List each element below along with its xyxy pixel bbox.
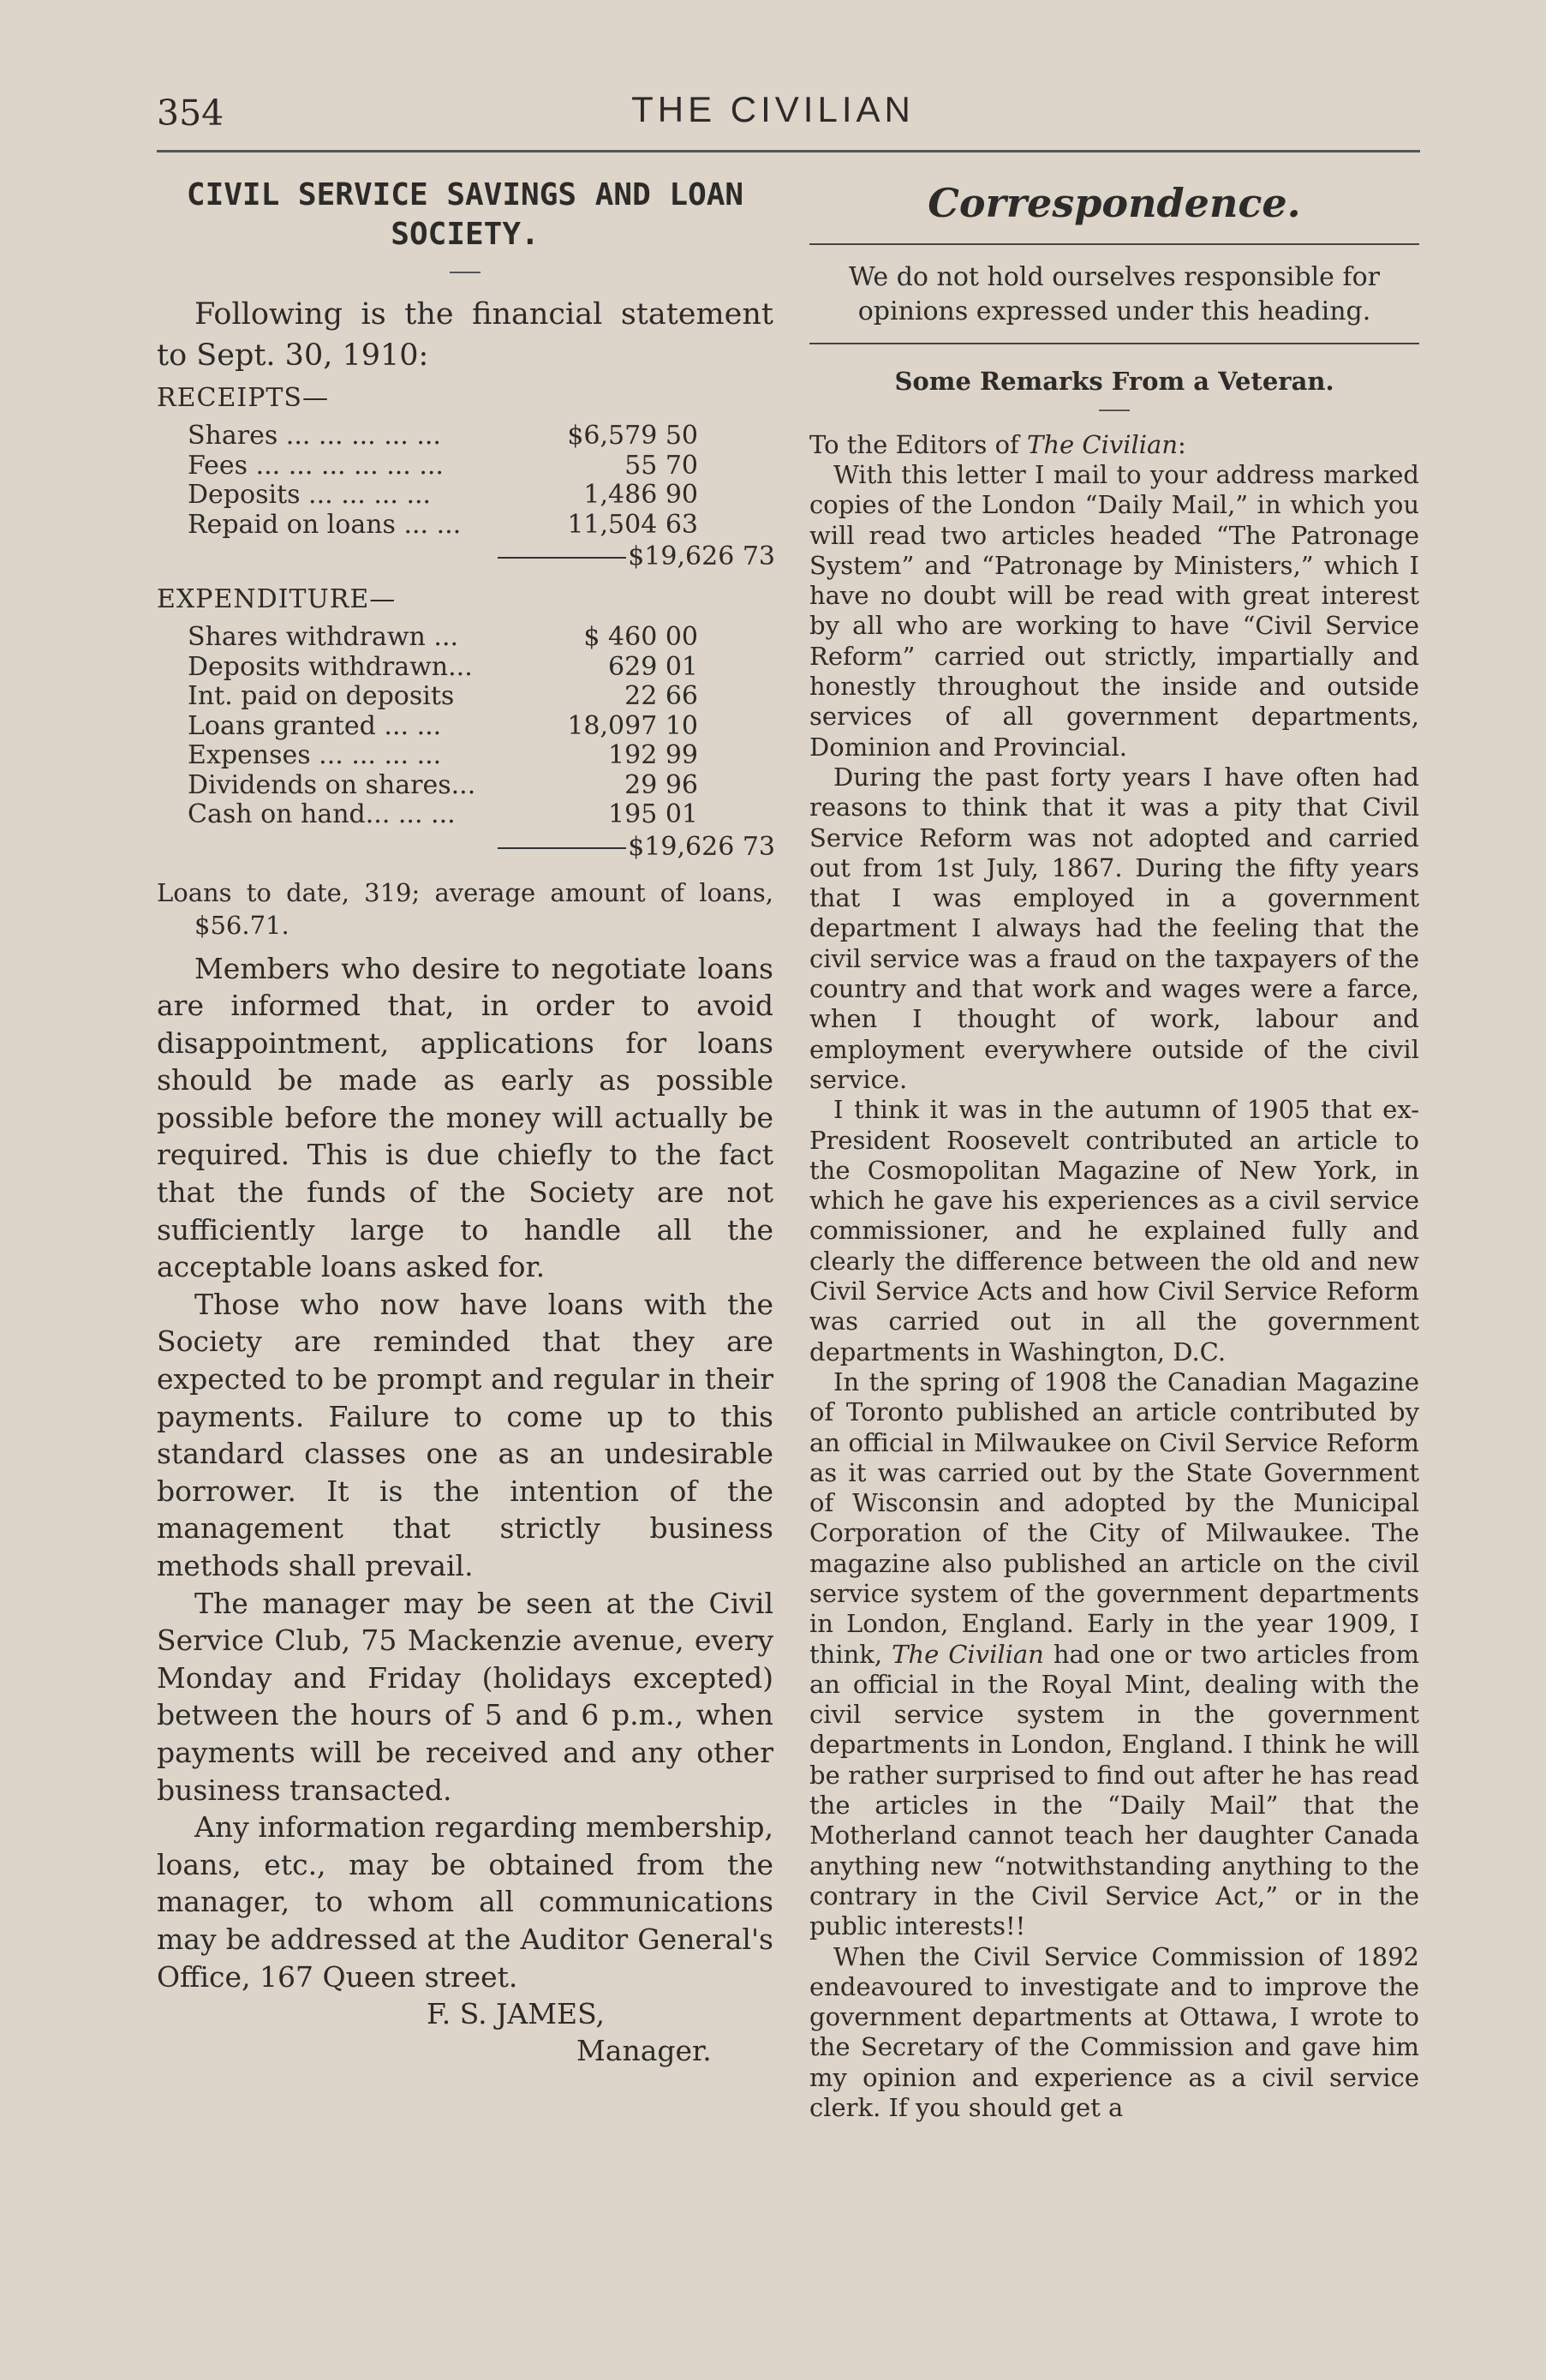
row-amount: 629 01 <box>608 651 698 682</box>
row-label: Repaid on loans ... ... <box>188 509 462 540</box>
body-paragraph: Any information regarding membership, loans, etc., may be obtained from the manager, to whom all communications may be addressed at the Auditor General's Office, 167 Queen street. <box>157 1810 773 1994</box>
row-amount: 1,486 90 <box>583 480 698 510</box>
article-title: CIVIL SERVICE SAVINGS AND LOAN SOCIETY. <box>186 177 744 252</box>
expenditure-table <box>157 623 773 830</box>
row-amount: $ 460 00 <box>583 622 698 652</box>
expenditure-row <box>188 682 698 712</box>
expenditure-row <box>188 623 698 653</box>
letter-paragraph: I think it was in the autumn of 1905 that ex-President Roosevelt contributed an article to the Cosmopolitan Magazine of New York, in which he gave his experiences as a civil service commissioner, and he explained fully and clearly the difference between the old and new Civil Service Acts and how Civil Service Reform was carried out in all the government departments in Washington, D.C. <box>809 1095 1419 1366</box>
receipts-total <box>157 540 775 574</box>
row-amount: 192 99 <box>608 740 698 770</box>
row-label: Cash on hand... ... ... <box>188 799 456 829</box>
letter-subheading: Some Remarks From a Veteran. <box>894 367 1334 396</box>
salutation <box>809 430 1419 460</box>
letter-paragraph: With this letter I mail to your address marked copies of the London “Daily Mail,” in which you will read two articles headed “The Patronage System” and “Patronage by Ministers,” which I have no doubt will be read with great interest by all who are working to have “Civil Service Reform” carried out strictly, impartially and honestly throughout the inside and outside services of all government departments, Dominion and Provincial. <box>809 460 1419 762</box>
expenditure-row <box>188 771 698 801</box>
signature <box>157 1995 773 2069</box>
title-divider <box>450 272 481 273</box>
row-label: Loans granted ... ... <box>188 710 442 741</box>
running-title: THE CIVILIAN <box>631 89 915 129</box>
row-label: Deposits withdrawn... <box>188 651 473 682</box>
expenditure-row <box>188 653 698 683</box>
row-amount: 55 70 <box>624 450 698 481</box>
disclaimer: We do not hold ourselves responsible for opinions expressed under this heading. <box>849 262 1380 326</box>
expenditure-total <box>157 830 775 864</box>
lead-paragraph: Following is the financial statement to Sept. 30, 1910: <box>157 297 773 373</box>
receipts-row <box>188 481 698 511</box>
receipts-table <box>157 422 773 540</box>
letter-paragraph <box>809 1367 1419 1942</box>
row-amount: 22 66 <box>624 681 698 711</box>
row-amount: 195 01 <box>608 799 698 829</box>
row-label: Int. paid on deposits <box>188 681 455 711</box>
letter-paragraph: When the Civil Service Commission of 1892 endeavoured to investigate and to improve the government departments at Ottawa, I wrote to the Secretary of the Commission and gave him my opinion and experience as a civil service clerk. If you should get a <box>809 1941 1419 2123</box>
row-label: Fees ... ... ... ... ... ... <box>188 450 444 481</box>
disclaimer-rule <box>809 343 1419 344</box>
row-amount: 29 96 <box>624 769 698 800</box>
right-column <box>809 176 1419 2123</box>
receipts-total-value: $19,626 73 <box>628 541 775 571</box>
publication-name: The Civilian <box>1026 430 1179 459</box>
row-label: Shares ... ... ... ... ... <box>188 421 441 451</box>
salutation-prefix: To the Editors of <box>809 430 1027 459</box>
total-rule <box>498 847 626 849</box>
receipts-row <box>188 451 698 481</box>
receipts-row <box>188 511 698 541</box>
row-amount: 18,097 10 <box>567 710 698 741</box>
publication-name: The Civilian <box>892 1639 1044 1669</box>
salutation-suffix: : <box>1178 430 1186 459</box>
total-rule <box>498 557 626 559</box>
body-paragraph: Those who now have loans with the Society are reminded that they are expected to be prompt and regular in their payments. Failure to come up to this standard classes one as an undesirable borrower. It is the intention of the management that strictly business methods shall prevail. <box>157 1287 773 1582</box>
subheading-divider <box>1099 410 1130 411</box>
correspondence-heading: Correspondence. <box>928 180 1301 226</box>
row-label: Expenses ... ... ... ... <box>188 740 442 770</box>
left-column <box>157 176 773 2069</box>
expenditure-row <box>188 741 698 771</box>
heading-rule <box>809 243 1419 245</box>
header-rule <box>157 150 1420 152</box>
page-number: 354 <box>157 93 224 134</box>
letter-paragraph: During the past forty years I have often had reasons to think that it was a pity that Civil Service Reform was not adopted and carried out from 1st July, 1867. During the fifty years that I was employed in a government department I always had the feeling that the civil service was a fraud on the taxpayers of the country and that work and wages were a farce, when I thought of work, labour and employment everywhere outside of the civil service. <box>809 762 1419 1094</box>
expenditure-label: EXPENDITURE— <box>157 584 397 614</box>
row-label: Shares withdrawn ... <box>188 622 459 652</box>
expenditure-row <box>188 712 698 742</box>
row-label: Deposits ... ... ... ... <box>188 480 432 510</box>
expenditure-total-value: $19,626 73 <box>628 831 775 862</box>
paragraph-text: In the spring of 1908 the Canadian Magazine of Toronto published an article contributed by an official in Milwaukee on Civil Service Reform as it was carried out by the State Government of Wisconsin and adopted by the Municipal Corporation of the City of Milwaukee. The magazine also published an article on the civil service system of the government departments in London, England. Early in the year 1909, I think, <box>809 1366 1419 1669</box>
row-amount: $6,579 50 <box>567 421 698 451</box>
body-paragraph: Members who desire to negotiate loans are informed that, in order to avoid disappointment, applications for loans should be made as early as possible possible before the money will actually be required. This is due chiefly to the fact that the funds of the Society are not sufficiently large to handle all the acceptable loans asked for. <box>157 951 773 1284</box>
body-paragraph: The manager may be seen at the Civil Service Club, 75 Mackenzie avenue, every Monday and Friday (holidays excepted) between the hours of 5 and 6 p.m., when payments will be received and any other business transacted. <box>157 1586 773 1807</box>
loans-note: Loans to date, 319; average amount of loans, $56.71. <box>157 877 773 940</box>
row-amount: 11,504 63 <box>567 509 698 540</box>
receipts-label: RECEIPTS— <box>157 383 329 413</box>
paragraph-text: had one or two articles from an official in the Royal Mint, dealing with the civil service system in the government departments in London, England. I think he will be rather surprised to find out after he has read the articles in the “Daily Mail” that the Motherland cannot teach her daughter Canada anything new “notwithstanding anything to the contrary in the Civil Service Act,” or in the public interests!! <box>809 1639 1419 1941</box>
expenditure-row <box>188 800 698 830</box>
row-label: Dividends on shares... <box>188 769 476 800</box>
signature-name: F. S. JAMES, <box>427 1997 606 2031</box>
receipts-row <box>188 422 698 451</box>
signature-title: Manager. <box>576 2034 712 2068</box>
